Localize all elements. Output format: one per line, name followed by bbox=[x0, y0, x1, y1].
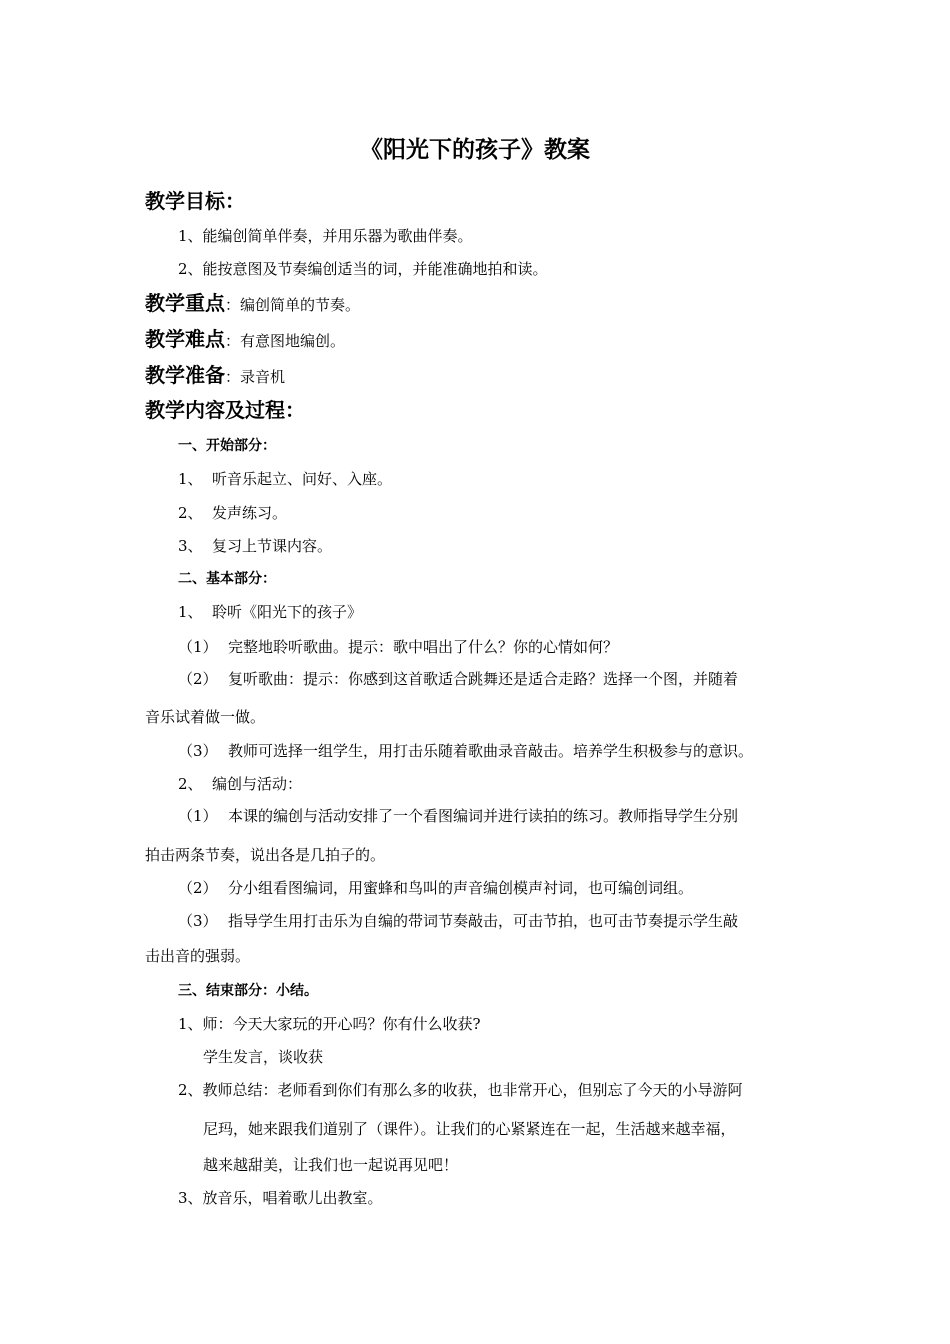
sub-item-continuation: 击出音的强弱。 bbox=[145, 947, 251, 965]
item-number: （3） bbox=[178, 742, 218, 760]
sub-item-continuation: 拍击两条节奏，说出各是几拍子的。 bbox=[145, 846, 386, 864]
objective-item: 1、能编创简单伴奏，并用乐器为歌曲伴奏。 bbox=[178, 227, 473, 245]
list-item bbox=[178, 469, 392, 489]
objective-item: 2、能按意图及节奏编创适当的词，并能准确地拍和读。 bbox=[178, 260, 548, 278]
item-number: 1、 bbox=[178, 470, 203, 488]
sub-item-continuation: 音乐试着做一做。 bbox=[145, 708, 266, 726]
objectives-heading: 教学目标： bbox=[145, 189, 245, 213]
section-item bbox=[178, 602, 362, 622]
item-text: 听音乐起立、问好、入座。 bbox=[212, 470, 393, 488]
item-text: 发声练习。 bbox=[212, 504, 288, 522]
item-text: 编创与活动： bbox=[212, 775, 303, 793]
item-number: 2、 bbox=[178, 775, 203, 793]
closing-item-continuation: 尼玛，她来跟我们道别了（课件）。让我们的心紧紧连在一起，生活越来越幸福， bbox=[203, 1120, 736, 1138]
closing-item-continuation: 越来越甜美，让我们也一起说再见吧！ bbox=[203, 1156, 459, 1174]
difficulty-heading: 教学难点 bbox=[145, 327, 225, 351]
preparation-text: ：录音机 bbox=[225, 368, 286, 386]
sub-item bbox=[178, 878, 693, 898]
item-text: 分小组看图编词，用蜜蜂和鸟叫的声音编创模声衬词，也可编创词组。 bbox=[228, 879, 694, 897]
item-text: 教师可选择一组学生，用打击乐随着歌曲录音敲击。培养学生积极参与的意识。 bbox=[228, 742, 754, 760]
list-item bbox=[178, 503, 287, 523]
part2-heading: 二、基本部分： bbox=[178, 571, 276, 587]
part1-heading: 一、开始部分： bbox=[178, 438, 276, 454]
item-text: 复听歌曲：提示：你感到这首歌适合跳舞还是适合走路？选择一个图，并随着 bbox=[228, 670, 739, 688]
list-item bbox=[178, 536, 332, 556]
sub-item bbox=[178, 911, 738, 931]
sub-item bbox=[178, 669, 738, 689]
sub-item bbox=[178, 806, 738, 826]
item-number: 3、 bbox=[178, 537, 203, 555]
item-number: （2） bbox=[178, 879, 218, 897]
process-heading: 教学内容及过程： bbox=[145, 398, 305, 422]
item-text: 聆听《阳光下的孩子》 bbox=[212, 603, 363, 621]
focus-heading: 教学重点 bbox=[145, 291, 225, 315]
item-number: （3） bbox=[178, 912, 218, 930]
difficulty-line bbox=[145, 327, 345, 351]
preparation-heading: 教学准备 bbox=[145, 363, 225, 387]
page-title: 《阳光下的孩子》教案 bbox=[360, 137, 590, 163]
section-item bbox=[178, 774, 302, 794]
item-number: （2） bbox=[178, 670, 218, 688]
sub-item bbox=[178, 637, 618, 657]
focus-text: ：编创简单的节奏。 bbox=[225, 296, 361, 314]
item-number: （1） bbox=[178, 638, 218, 656]
item-number: 1、 bbox=[178, 603, 203, 621]
closing-item: 2、教师总结：老师看到你们有那么多的收获，也非常开心，但别忘了今天的小导游阿 bbox=[178, 1081, 743, 1099]
focus-line bbox=[145, 291, 360, 315]
closing-item: 3、放音乐，唱着歌儿出教室。 bbox=[178, 1189, 383, 1207]
closing-item: 1、师：今天大家玩的开心吗？你有什么收获? bbox=[178, 1015, 481, 1033]
part3-heading: 三、结束部分：小结。 bbox=[178, 983, 318, 999]
item-text: 完整地聆听歌曲。提示：歌中唱出了什么？你的心情如何？ bbox=[228, 638, 619, 656]
item-number: 2、 bbox=[178, 504, 203, 522]
item-number: （1） bbox=[178, 807, 218, 825]
sub-item bbox=[178, 741, 753, 761]
closing-item-continuation: 学生发言，谈收获 bbox=[203, 1048, 324, 1066]
item-text: 指导学生用打击乐为自编的带词节奏敲击，可击节拍，也可击节奏提示学生敲 bbox=[228, 912, 739, 930]
item-text: 复习上节课内容。 bbox=[212, 537, 333, 555]
item-text: 本课的编创与活动安排了一个看图编词并进行读拍的练习。教师指导学生分别 bbox=[228, 807, 739, 825]
difficulty-text: ：有意图地编创。 bbox=[225, 332, 346, 350]
preparation-line bbox=[145, 363, 285, 387]
